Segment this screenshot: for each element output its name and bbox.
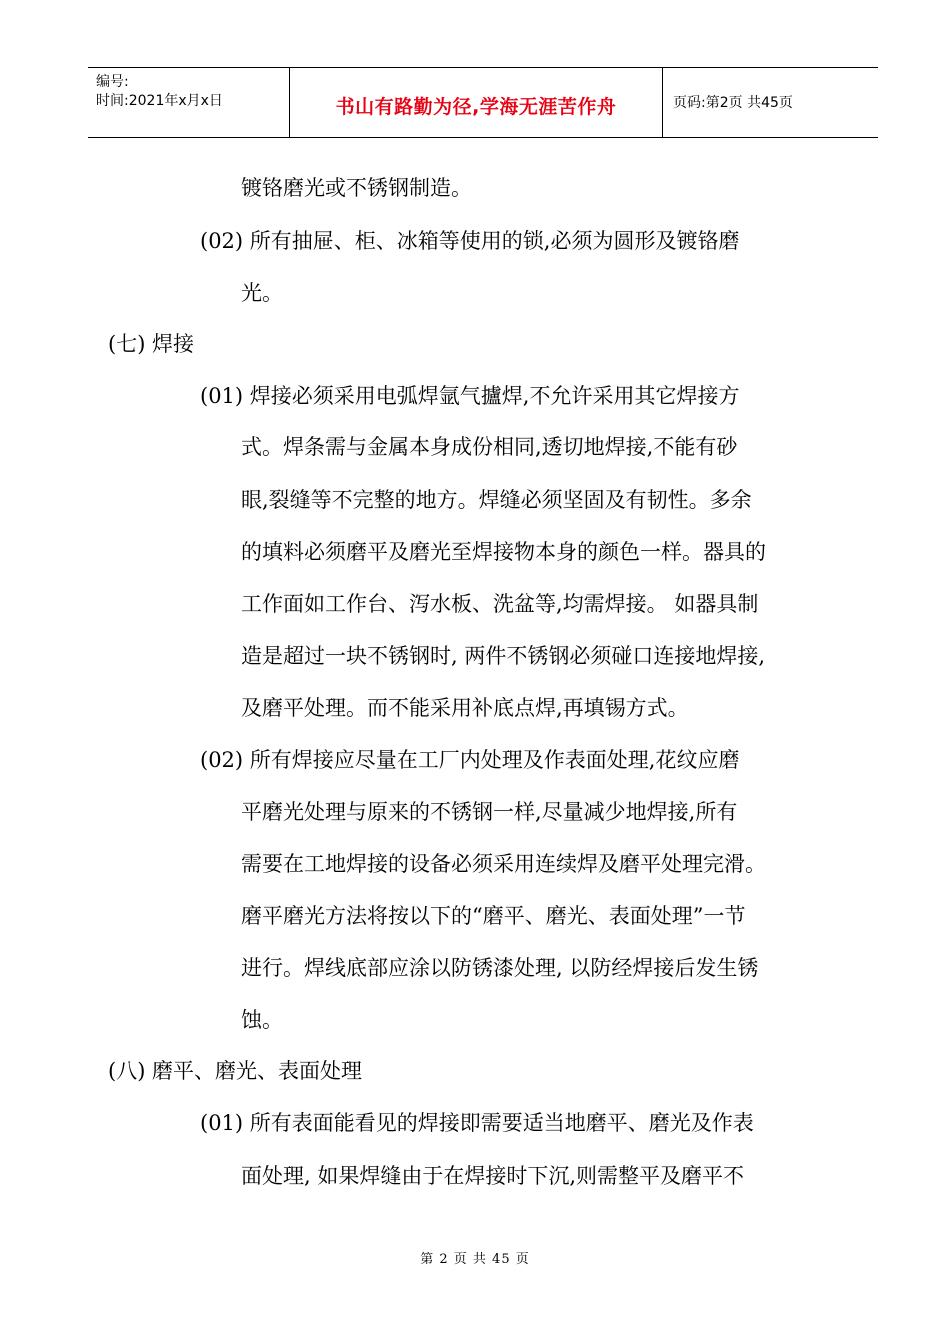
list-item-heading: (01) 焊接必须采用电弧焊氩气攎焊,不允许采用其它焊接方 [200,384,740,408]
paragraph-line: 式。焊条需与金属本身成份相同,透切地焊接,不能有砂 [241,435,738,459]
paragraph-line: 镀铬磨光或不锈钢制造。 [241,176,472,200]
paragraph-line: 进行。焊线底部应涂以防锈漆处理, 以防经焊接后发生锈 [241,956,759,980]
paragraph-line: 的填料必须磨平及磨光至焊接物本身的颜色一样。器具的 [241,540,766,564]
section-heading: (八) 磨平、磨光、表面处理 [108,1059,363,1083]
paragraph-line: 蚀。 [241,1008,283,1032]
paragraph-line: 需要在工地焊接的设备必须采用连续焊及磨平处理完滑。 [241,852,766,876]
paragraph-line: 造是超过一块不锈钢时, 两件不锈钢必须碰口连接地焊接, [241,644,766,668]
header-motto-cell [290,68,663,137]
paragraph-line: 光。 [241,281,283,305]
document-number-label: 编号: [96,74,129,90]
paragraph-line: 工作面如工作台、泻水板、洗盆等,均需焊接。 如器具制 [241,592,759,616]
paragraph-line: 平磨光处理与原来的不锈钢一样,尽量减少地焊接,所有 [241,800,738,824]
header-page-cell [663,68,878,137]
list-item-heading: (01) 所有表面能看见的焊接即需要适当地磨平、磨光及作表 [200,1111,754,1135]
section-heading: (七) 焊接 [108,332,195,356]
page-footer: 第 2 页 共 45 页 [420,1252,530,1267]
paragraph-line: 眼,裂缝等不完整的地方。焊缝必须坚固及有韧性。多余 [241,488,752,512]
paragraph-line: 及磨平处理。而不能采用补底点焊,再填锡方式。 [241,696,689,720]
paragraph-line: 面处理, 如果焊缝由于在焊接时下沉,则需整平及磨平不 [241,1164,745,1188]
list-item-heading: (02) 所有抽屉、柜、冰箱等使用的锁,必须为圆形及镀铬磨 [200,229,740,253]
paragraph-line: 磨平磨光方法将按以下的“磨平、磨光、表面处理”一节 [241,904,746,928]
header-motto: 书山有路勤为径,学海无涯苦作舟 [335,96,617,118]
header-page-label: 页码:第2页 共45页 [673,95,793,111]
document-time-label: 时间:2021年x月x日 [96,93,223,109]
document-header [88,67,878,138]
list-item-heading: (02) 所有焊接应尽量在工厂内处理及作表面处理,花纹应磨 [200,748,740,772]
header-meta-cell [88,68,290,137]
